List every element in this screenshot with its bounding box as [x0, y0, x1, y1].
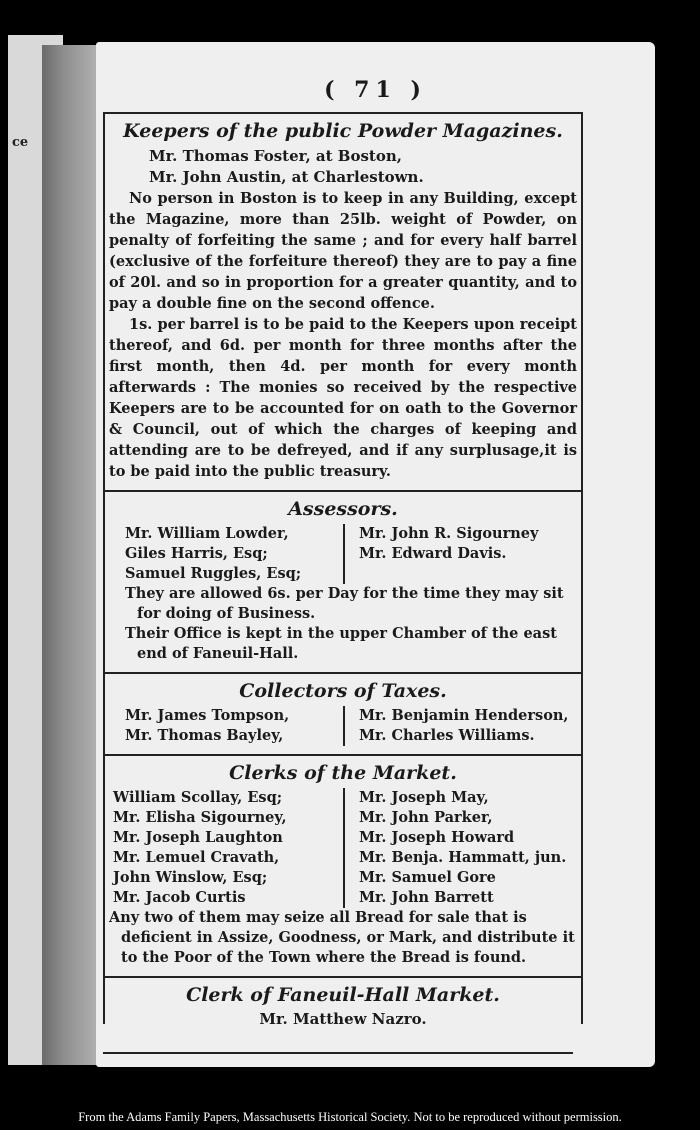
- assessor-name: Mr. William Lowder,: [125, 525, 289, 542]
- clerk-name: Mr. Joseph Laughton: [113, 829, 283, 846]
- assessor-name: Samuel Ruggles, Esq;: [125, 565, 302, 582]
- clerk-name: William Scollay, Esq;: [113, 789, 283, 806]
- clerks-note: Any two of them may seize all Bread for sale that is deficient in Assize, Goodness, or Mark, and distribute it to the Poor of the Town where the Bread is found.: [109, 909, 575, 966]
- assessor-name: Mr. Edward Davis.: [359, 545, 507, 562]
- assessors-note: Their Office is kept in the upper Chamber of the east end of Faneuil-Hall.: [125, 625, 557, 662]
- clerk-name: Mr. John Barrett: [359, 889, 494, 906]
- collectors-heading: Collectors of Taxes.: [239, 680, 447, 702]
- clerk-name: Mr. Jacob Curtis: [113, 889, 246, 906]
- collectors-left-column: [109, 706, 343, 746]
- collector-name: Mr. Thomas Bayley,: [125, 727, 284, 744]
- assessors-heading: Assessors.: [288, 498, 398, 520]
- copyright-footer: From the Adams Family Papers, Massachusetts Historical Society. Not to be reproduced without permission.: [78, 1110, 622, 1124]
- faneuil-heading: Clerk of Faneuil-Hall Market.: [186, 984, 500, 1006]
- keeper-line: Mr. Thomas Foster, at Boston,: [149, 147, 402, 165]
- section-divider: [105, 754, 581, 756]
- magazines-heading: Keepers of the public Powder Magazines.: [123, 120, 563, 142]
- clerk-name: Mr. John Parker,: [359, 809, 493, 826]
- clerk-name: Mr. Elisha Sigourney,: [113, 809, 287, 826]
- section-divider: [105, 976, 581, 978]
- collector-name: Mr. Benjamin Henderson,: [359, 707, 569, 724]
- clerks-right-column: [343, 788, 577, 908]
- collectors-columns: [109, 706, 577, 746]
- bottom-divider: [103, 1052, 573, 1054]
- collector-name: Mr. Charles Williams.: [359, 727, 535, 744]
- clerk-name: Mr. Joseph Howard: [359, 829, 515, 846]
- clerk-name: John Winslow, Esq;: [113, 869, 268, 886]
- clerks-heading: Clerks of the Market.: [229, 762, 457, 784]
- collector-name: Mr. James Tompson,: [125, 707, 290, 724]
- left-page-fragment: ce: [12, 135, 29, 150]
- section-divider: [105, 672, 581, 674]
- collectors-right-column: [343, 706, 577, 746]
- document-page: [96, 42, 655, 1067]
- clerks-columns: [109, 788, 577, 908]
- faneuil-clerk-name: Mr. Matthew Nazro.: [259, 1010, 427, 1028]
- clerk-name: Mr. Benja. Hammatt, jun.: [359, 849, 567, 866]
- clerk-name: Mr. Joseph May,: [359, 789, 489, 806]
- clerk-name: Mr. Lemuel Cravath,: [113, 849, 280, 866]
- assessors-note: They are allowed 6s. per Day for the time they may sit for doing of Business.: [125, 585, 564, 622]
- clerks-left-column: [109, 788, 343, 908]
- assessors-right-column: [343, 524, 577, 584]
- section-divider: [105, 490, 581, 492]
- assessor-name: Giles Harris, Esq;: [125, 545, 268, 562]
- magazine-paragraph: 1s. per barrel is to be paid to the Keepers upon receipt thereof, and 6d. per month for three months after the first month, then 4d. per month for every month afterwards : The monies so received by the respective Keepers are to be accounted for on oath to the Governor & Council, out of which the charges of keeping and attending are to be defreyed, and if any surplusage,it is to be paid into the public treasury.: [109, 316, 577, 480]
- keeper-line: Mr. John Austin, at Charlestown.: [149, 168, 424, 186]
- content-frame: [103, 112, 583, 1028]
- clerk-name: Mr. Samuel Gore: [359, 869, 496, 886]
- assessors-columns: [109, 524, 577, 584]
- page-number: ( 71 ): [324, 77, 427, 103]
- magazine-paragraph: No person in Boston is to keep in any Building, except the Magazine, more than 25lb. weight of Powder, on penalty of forfeiting the same ; and for every half barrel (exclusive of the forfeiture thereof) they are to pay a fine of 20l. and so in proportion for a greater quantity, and to pay a double fine on the second offence.: [109, 190, 577, 312]
- assessors-left-column: [109, 524, 343, 584]
- book-gutter: [42, 45, 97, 1065]
- assessor-name: Mr. John R. Sigourney: [359, 525, 539, 542]
